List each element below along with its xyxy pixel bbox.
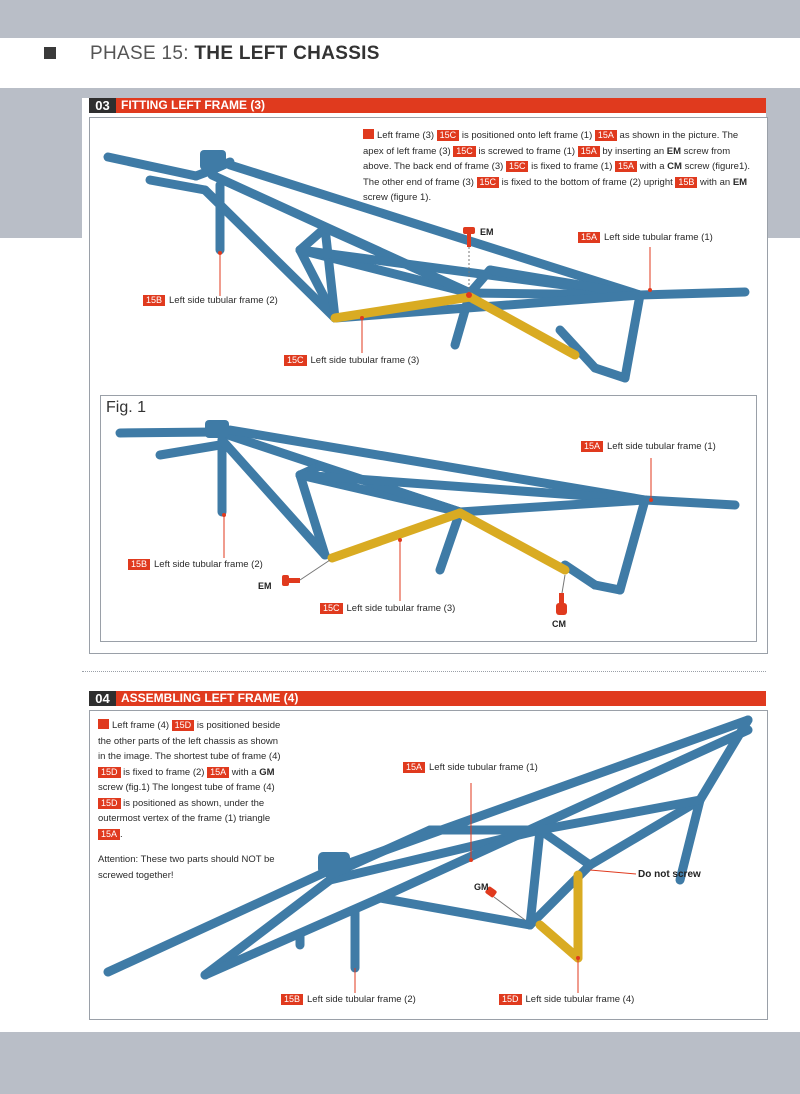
do-not-screw-note: Do not screw: [638, 869, 701, 880]
fig-1-callout-15b-tag: 15B: [128, 559, 150, 570]
step-03-number: 03: [89, 98, 116, 113]
step-03-part-tag: 15C: [437, 130, 460, 141]
step-03-text-run: screw (figure1). The other end of frame (3): [363, 161, 751, 188]
fig-1-callout-15a-tag: 15A: [581, 441, 603, 452]
step-04-part-tag: 15D: [98, 798, 121, 809]
step-04-callout-15d: [499, 993, 634, 1006]
callout-15b-text: Left side tubular frame (2): [169, 295, 278, 306]
step-04-callout-15a-tag: 15A: [403, 762, 425, 773]
callout-15a-tag: 15A: [578, 232, 600, 243]
step-03-text-run: screw (figure 1).: [363, 192, 432, 203]
step-04-text-run: with a: [229, 766, 260, 778]
step-04-part-tag: 15D: [172, 720, 195, 731]
step-03-text-run: as shown in the picture. The apex of left frame (3): [363, 130, 739, 157]
callout-15a-text: Left side tubular frame (1): [604, 232, 713, 243]
step-04-callout-15a: [403, 761, 538, 774]
fig-1-em-label: EM: [258, 581, 272, 591]
step-04-text-run: .: [120, 828, 123, 840]
step-03-screw-code: EM: [666, 145, 682, 157]
step-04-part-tag: 15A: [98, 829, 120, 840]
step-03-part-tag: 15B: [675, 177, 697, 188]
step-04-screw-code: GM: [259, 766, 275, 778]
step-04-title: ASSEMBLING LEFT FRAME (4): [121, 691, 299, 705]
step-04-text-run: is positioned as shown, under the outermost vertex of the frame (1) triangle: [98, 797, 271, 824]
callout-15c-text: Left side tubular frame (3): [310, 355, 420, 366]
fig-1-callout-15c-text: Left side tubular frame (3): [346, 603, 456, 614]
step-04-callout-15d-text: Left side tubular frame (4): [525, 994, 635, 1005]
step-04-part-tag: 15D: [98, 767, 121, 778]
phase-title-text: THE LEFT CHASSIS: [194, 43, 380, 64]
step-03-screw-code: CM: [667, 161, 682, 172]
step-03-text-run: is screwed to frame (1): [475, 145, 578, 157]
step-03-screw-code: EM: [732, 176, 748, 188]
fig-1-callout-15c-tag: 15C: [320, 603, 343, 614]
step-04-callout-15b: [281, 993, 416, 1006]
fig-1-cm-label: CM: [552, 619, 566, 629]
step-03-part-tag: 15A: [615, 161, 637, 172]
step-04-text-run: is fixed to frame (2): [120, 766, 208, 778]
step-04-text-run: Left frame (4): [112, 720, 172, 731]
step-03-part-tag: 15C: [453, 146, 476, 157]
step-04-part-tag: 15A: [207, 767, 229, 778]
step-04-callout-15d-tag: 15D: [499, 994, 522, 1005]
fig-1-callout-15b-text: Left side tubular frame (2): [154, 559, 263, 570]
em-screw-label: EM: [480, 227, 494, 237]
step-03-text-run: with a: [637, 161, 668, 172]
step-03-part-tag: 15A: [595, 130, 617, 141]
gm-screw-label: GM: [474, 882, 489, 892]
step-03-text-run: screw from above. The back end of frame (3): [363, 145, 731, 172]
callout-15c-tag: 15C: [284, 355, 307, 366]
step-03-part-tag: 15C: [477, 177, 500, 188]
step-03-text-run: Left frame (3): [377, 130, 437, 141]
step-03-text-run: is fixed to the bottom of frame (2) upright: [499, 176, 676, 188]
step-03-text-run: by inserting an: [599, 145, 667, 157]
fig-1-label: Fig. 1: [106, 399, 147, 416]
fig-1-callout-15a-text: Left side tubular frame (1): [607, 441, 716, 452]
callout-15b-tag: 15B: [143, 295, 165, 306]
step-03-text-run: with an: [697, 176, 733, 188]
step-04-text-run: screw (fig.1) The longest tube of frame (4): [98, 782, 275, 793]
step-03-part-tag: 15A: [578, 146, 600, 157]
step-03-text-run: is fixed to frame (1): [528, 161, 616, 172]
step-03-text-run: is positioned onto left frame (1): [459, 130, 595, 141]
step-04-callout-15a-text: Left side tubular frame (1): [429, 762, 538, 773]
step-03-part-tag: 15C: [506, 161, 529, 172]
phase-prefix: PHASE 15:: [90, 43, 189, 64]
step-04-callout-15b-text: Left side tubular frame (2): [307, 994, 416, 1005]
step-04-number: 04: [89, 691, 116, 706]
step-03-title: FITTING LEFT FRAME (3): [121, 98, 265, 112]
step-04-text-run: is positioned beside the other parts of the left chassis as shown in the image. The shortest tube of frame (4): [98, 720, 281, 762]
step-04-callout-15b-tag: 15B: [281, 994, 303, 1005]
step-04-attention: Attention: These two parts should NOT be screwed together!: [98, 854, 275, 881]
